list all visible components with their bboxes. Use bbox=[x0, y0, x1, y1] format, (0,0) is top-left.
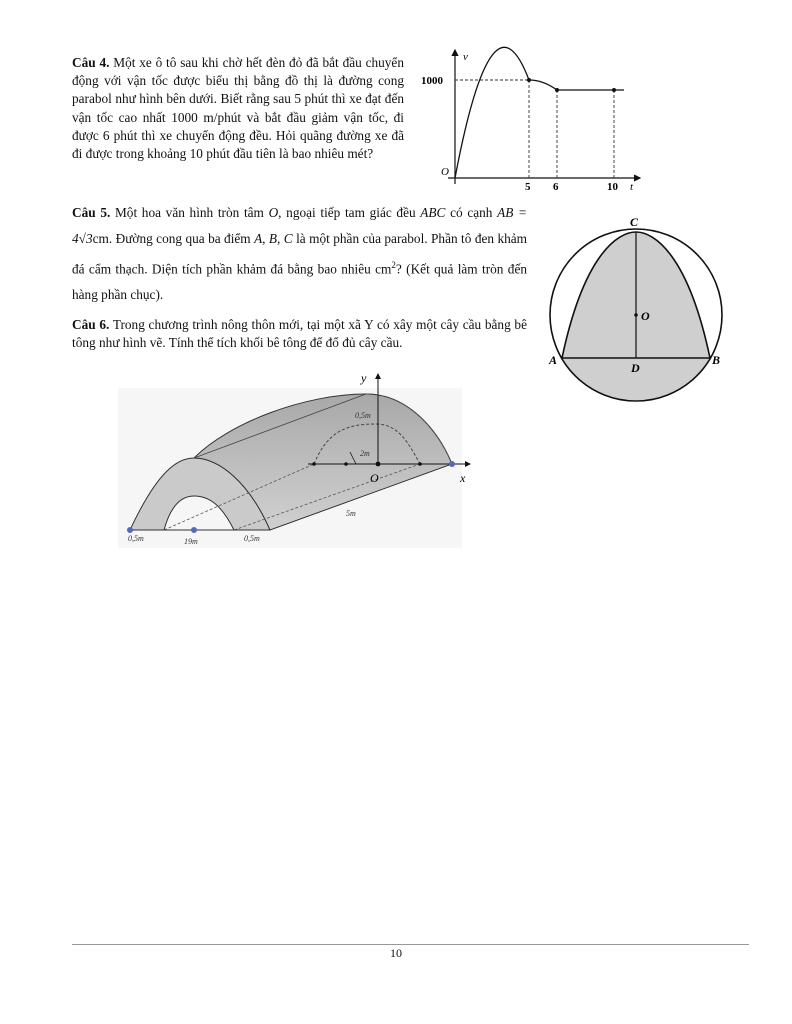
circle-parabola-figure bbox=[544, 214, 744, 404]
side-length-formula: AB = 4√3 bbox=[72, 205, 527, 246]
top-thickness-label: 0,5m bbox=[355, 411, 371, 420]
t-tick-6: 6 bbox=[553, 181, 559, 193]
question-6-text bbox=[72, 316, 527, 352]
question-4-body: Một xe ô tô sau khi chờ hết đèn đỏ đã bắt đầu chuyển động với vận tốc được biểu thị bằng đồ thị là đường cong parabol như hình bên dưới. Biết rằng sau 5 phút thì xe đạt đến vận tốc cao nhất 1000 m/phút và bắt đầu giảm vận tốc, đi được 6 phút thì xe chuyển động đều. Hỏi quãng đường xe đã đi được trong khoảng 10 phút đầu tiên là bao nhiêu mét? bbox=[72, 55, 404, 162]
page-number: 10 bbox=[390, 946, 402, 960]
axis-endpoint-marker bbox=[449, 461, 455, 467]
bridge-figure bbox=[118, 366, 488, 551]
question-4-text bbox=[72, 54, 404, 163]
velocity-time-graph bbox=[418, 44, 634, 194]
t-axis-label: t bbox=[630, 181, 634, 193]
question-6-body: Trong chương trình nông thôn mới, tại một xã Y có xây một cây cầu bằng bê tông như hình vẽ. Tính thể tích khối bê tông để đổ đủ cây cầu. bbox=[72, 317, 527, 350]
point-b-label: B bbox=[712, 353, 721, 367]
base-left-label: 0,5m bbox=[128, 534, 144, 543]
center-point bbox=[634, 313, 638, 317]
base-mid-label: 19m bbox=[184, 537, 198, 546]
origin-label: O bbox=[370, 471, 379, 485]
origin-label: O bbox=[441, 166, 449, 178]
t-tick-5: 5 bbox=[525, 181, 531, 193]
question-6-label: Câu 6. bbox=[72, 317, 110, 332]
point-t6 bbox=[555, 88, 559, 92]
length-label: 5m bbox=[346, 509, 356, 518]
origin-point bbox=[376, 462, 381, 467]
base-left-marker bbox=[127, 527, 133, 533]
velocity-curve bbox=[455, 47, 624, 178]
v-tick-1000: 1000 bbox=[421, 75, 443, 87]
t-tick-10: 10 bbox=[607, 181, 618, 193]
base-right-label: 0,5m bbox=[244, 534, 260, 543]
v-axis-label: v bbox=[463, 51, 468, 63]
point-c-label: C bbox=[630, 215, 639, 229]
point-d-label: D bbox=[631, 361, 640, 375]
x-axis-label: x bbox=[460, 471, 466, 485]
height-label: 2m bbox=[360, 449, 370, 458]
footer-divider bbox=[72, 944, 749, 945]
question-5-label: Câu 5. bbox=[72, 205, 111, 220]
question-5-text: Câu 5. Một hoa văn hình tròn tâm O, ngoại tiếp tam giác đều ABC có cạnh AB = 4√3cm. Đường cong qua ba điểm A, B, C là một phần của parabol. Phần tô đen khảm đá cẩm thạch. Diện tích phần khảm đá bằng bao nhiêu $cm^2$? (Kết quả làm tròn đến hàng phần chục). bbox=[72, 205, 527, 303]
point-t10 bbox=[612, 88, 616, 92]
point-a-label: A bbox=[549, 353, 558, 367]
peak-point bbox=[527, 78, 531, 82]
y-axis-label: y bbox=[361, 371, 367, 385]
question-4-label: Câu 4. bbox=[72, 55, 110, 70]
point-o-label: O bbox=[641, 309, 650, 323]
base-mid-marker bbox=[191, 527, 197, 533]
